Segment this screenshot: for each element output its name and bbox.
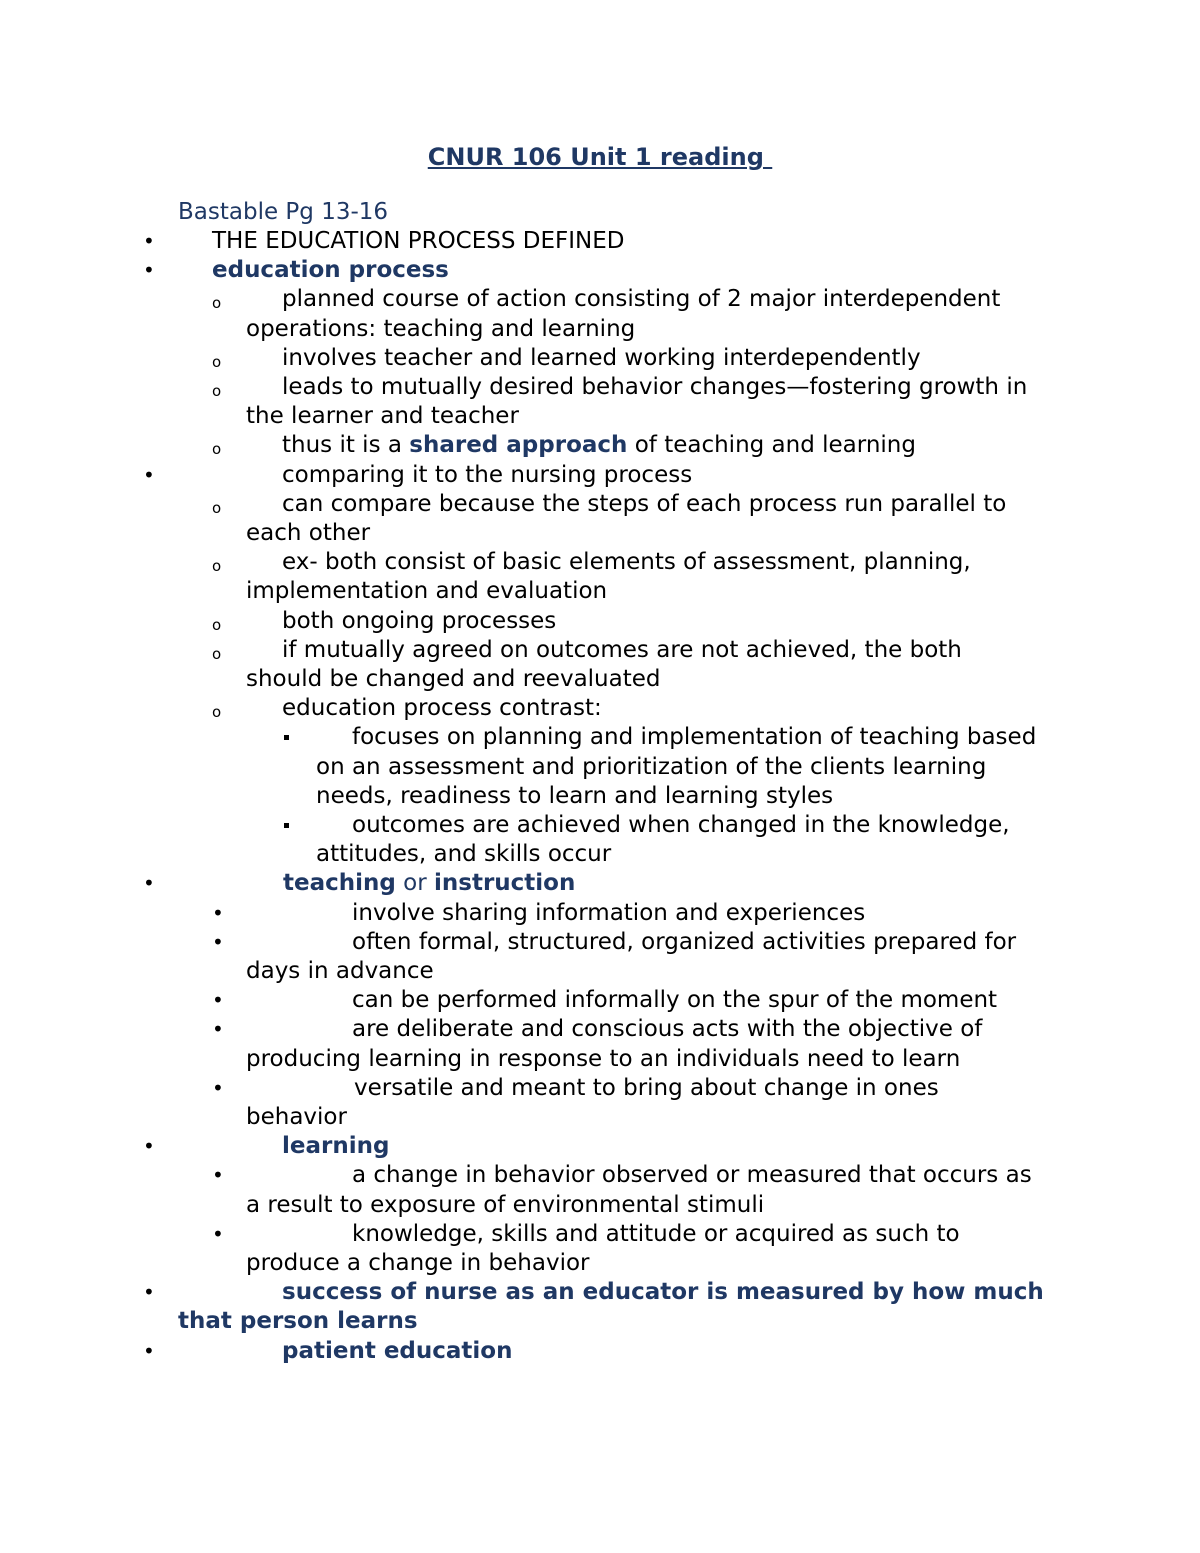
list-item-line xyxy=(282,373,1027,402)
text-segment: leads to mutually desired behavior changes—fostering growth in xyxy=(282,374,1028,400)
square-bullet-icon xyxy=(284,735,289,740)
section-heading: Bastable Pg 13-16 xyxy=(178,199,389,225)
list-item-line xyxy=(246,1191,764,1220)
text-segment: or xyxy=(395,870,434,897)
text-segment: producing learning in response to an individuals need to learn xyxy=(246,1045,961,1072)
list-item-line xyxy=(282,285,1000,314)
disc-bullet-icon: • xyxy=(212,1075,224,1100)
text-segment: can be performed informally on the spur of the moment xyxy=(352,987,998,1014)
text-segment: teaching xyxy=(283,870,396,897)
list-item-line xyxy=(352,899,865,928)
list-item-line xyxy=(282,431,916,460)
text-segment: patient education xyxy=(282,1337,513,1364)
list-item-line xyxy=(282,461,692,490)
list-item-line xyxy=(352,723,1036,752)
circle-bullet-icon: o xyxy=(212,382,222,400)
list-item-line xyxy=(246,1103,347,1132)
text-segment: learning xyxy=(282,1133,390,1160)
list-item-line xyxy=(352,928,1016,957)
list-item-line xyxy=(352,986,997,1015)
list-item-line xyxy=(246,1249,590,1278)
text-segment: often formal, structured, organized activities prepared for xyxy=(352,928,1017,955)
circle-bullet-icon: o xyxy=(212,440,222,459)
text-segment: are deliberate and conscious acts with the objective of xyxy=(352,1016,983,1043)
disc-bullet-icon: • xyxy=(143,258,155,283)
text-segment: operations: teaching and learning xyxy=(246,315,636,342)
list-item-line xyxy=(352,1015,982,1044)
disc-bullet-icon: • xyxy=(212,929,224,954)
list-item-line xyxy=(282,1337,512,1366)
circle-bullet-icon: o xyxy=(212,703,222,722)
list-item-line xyxy=(282,1132,389,1161)
text-segment: instruction xyxy=(434,870,576,897)
text-segment: that person learns xyxy=(178,1308,418,1335)
disc-bullet-icon: • xyxy=(143,229,155,253)
text-segment: versatile and meant to bring about change in ones xyxy=(354,1074,939,1101)
list-item-line xyxy=(178,1307,418,1336)
circle-bullet-icon: o xyxy=(212,352,222,371)
disc-bullet-icon: • xyxy=(212,1017,224,1042)
text-segment: a change in behavior observed or measured that occurs as xyxy=(352,1162,1032,1189)
circle-bullet-icon: o xyxy=(212,498,222,517)
text-segment: both ongoing processes xyxy=(282,607,557,634)
text-segment: shared approach xyxy=(409,432,628,459)
text-segment: success of nurse as an educator is measured by how much xyxy=(282,1279,1044,1306)
disc-bullet-icon: • xyxy=(143,871,155,896)
document-title: CNUR 106 Unit 1 reading xyxy=(427,143,773,171)
text-segment: on an assessment and prioritization of the clients learning xyxy=(316,753,987,780)
list-item-line xyxy=(212,256,449,285)
circle-bullet-icon: o xyxy=(212,615,222,634)
list-item-line xyxy=(282,636,962,665)
disc-bullet-icon: • xyxy=(143,1280,155,1305)
text-segment: education process contrast: xyxy=(282,695,602,722)
disc-bullet-icon: • xyxy=(212,988,224,1013)
list-item-line xyxy=(212,227,624,256)
list-item-line xyxy=(354,1074,939,1103)
list-item-line xyxy=(282,490,1006,519)
text-segment: of teaching and learning xyxy=(627,432,916,459)
text-segment: education process xyxy=(212,257,449,284)
text-segment: involves teacher and learned working interdependently xyxy=(282,344,921,371)
list-item-line xyxy=(316,840,611,869)
disc-bullet-icon: • xyxy=(212,900,224,925)
text-segment: focuses on planning and implementation of teaching based xyxy=(352,724,1037,751)
text-segment: should be changed and reevaluated xyxy=(246,666,661,692)
text-segment: thus it is a xyxy=(282,432,410,459)
list-item-line xyxy=(282,344,921,373)
text-segment: implementation and evaluation xyxy=(246,578,608,605)
text-segment: knowledge, skills and attitude or acquired as such to xyxy=(352,1220,960,1247)
square-bullet-icon xyxy=(284,823,289,828)
disc-bullet-icon: • xyxy=(212,1163,224,1188)
text-segment: comparing it to the nursing process xyxy=(282,461,693,488)
text-segment: can compare because the steps of each process run parallel to xyxy=(282,490,1007,517)
list-item-line xyxy=(246,315,635,344)
list-item-line xyxy=(246,577,607,606)
text-segment: behavior xyxy=(246,1104,347,1130)
text-segment: planned course of action consisting of 2 major interdependent xyxy=(282,286,1001,313)
list-item-line xyxy=(246,957,434,986)
text-segment: attitudes, and skills occur xyxy=(316,841,612,868)
text-segment: a result to exposure of environmental stimuli xyxy=(246,1191,765,1218)
disc-bullet-icon: • xyxy=(143,462,155,487)
circle-bullet-icon: o xyxy=(212,294,222,313)
text-segment: needs, readiness to learn and learning styles xyxy=(316,782,834,809)
disc-bullet-icon: • xyxy=(212,1221,224,1246)
text-segment: produce a change in behavior xyxy=(246,1250,590,1276)
list-item-line xyxy=(246,1045,960,1074)
list-item-line xyxy=(352,811,1010,840)
list-item-line xyxy=(246,665,661,694)
list-item-line xyxy=(282,607,556,636)
list-item-line xyxy=(316,782,833,811)
list-item-line xyxy=(246,402,519,431)
list-item-line xyxy=(316,753,986,782)
text-segment: the learner and teacher xyxy=(246,403,519,430)
text-segment: each other xyxy=(246,520,371,546)
text-segment: if mutually agreed on outcomes are not achieved, the both xyxy=(282,636,962,663)
circle-bullet-icon: o xyxy=(212,644,222,663)
list-item-line xyxy=(246,519,370,548)
text-segment: involve sharing information and experiences xyxy=(352,899,866,926)
list-item-line xyxy=(283,869,575,898)
list-item-line xyxy=(352,1220,960,1249)
disc-bullet-icon: • xyxy=(143,1338,155,1363)
text-segment: ex- both consist of basic elements of assessment, planning, xyxy=(282,549,971,576)
list-item-line xyxy=(352,1161,1032,1190)
text-segment: outcomes are achieved when changed in the knowledge, xyxy=(352,812,1010,838)
text-segment: THE EDUCATION PROCESS DEFINED xyxy=(212,228,625,254)
circle-bullet-icon: o xyxy=(212,557,222,576)
list-item-line xyxy=(282,548,971,577)
disc-bullet-icon: • xyxy=(143,1134,155,1159)
list-item-line xyxy=(282,694,602,723)
list-item-line xyxy=(282,1278,1044,1307)
text-segment: days in advance xyxy=(246,958,434,984)
